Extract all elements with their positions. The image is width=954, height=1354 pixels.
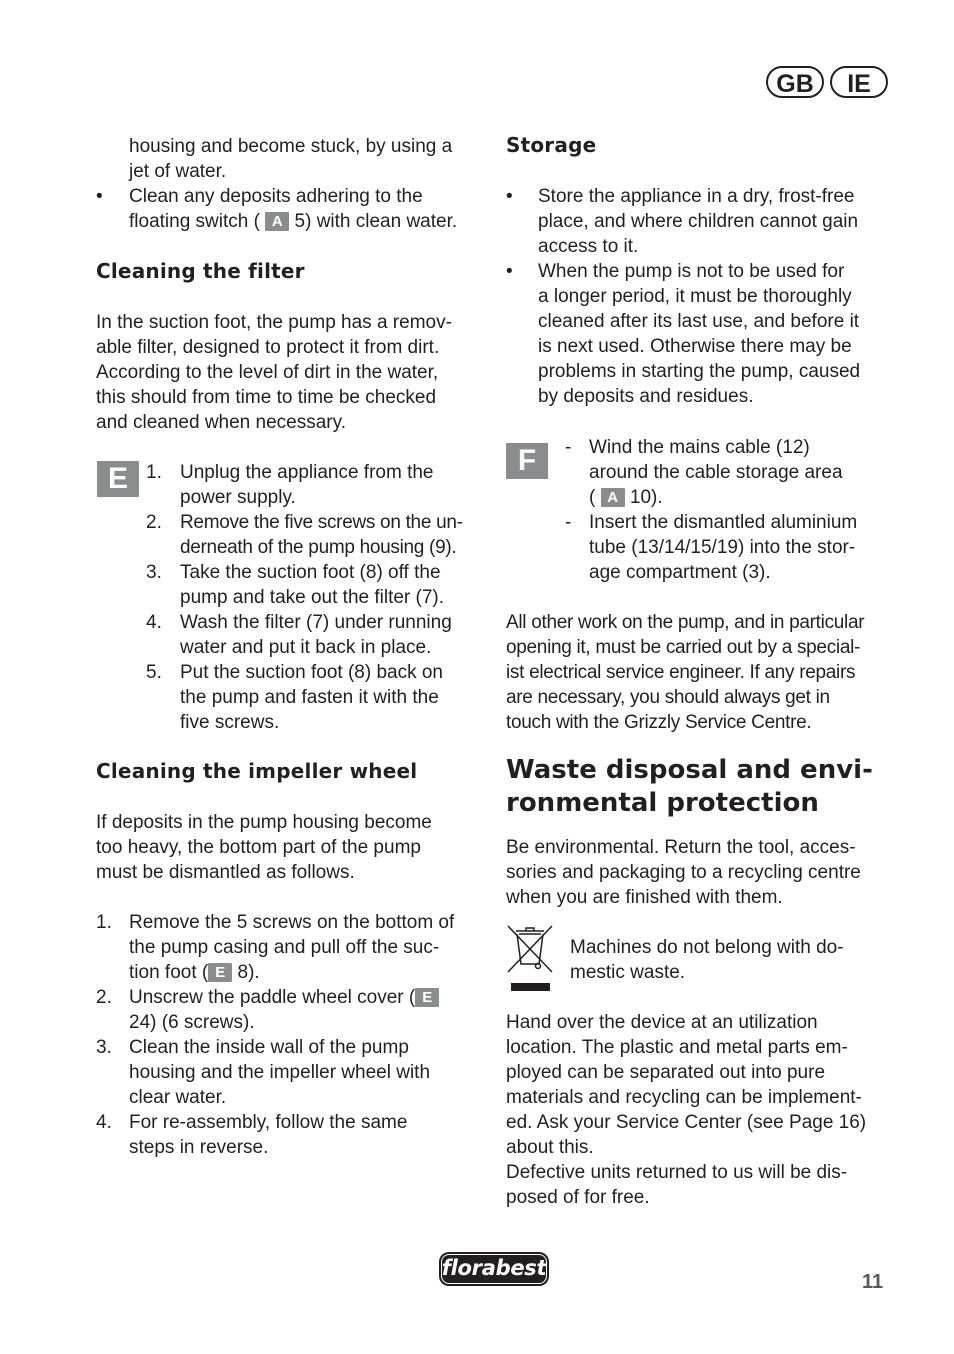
waste-para-line: ed. Ask your Service Center (see Page 16) xyxy=(506,1112,867,1133)
section-heading-waste-disposal: ronmental protection xyxy=(506,788,819,818)
bullet-text: Store the appliance in a dry, frost-free xyxy=(538,186,855,207)
waste-para-line: sories and packaging to a recycling centre xyxy=(506,862,861,883)
intro-line: housing and become stuck, by using a xyxy=(129,136,453,157)
step-text: the pump casing and pull off the suc- xyxy=(129,937,440,958)
language-badge-gb: GB xyxy=(766,66,824,98)
section-heading-waste-disposal: Waste disposal and envi- xyxy=(506,755,873,785)
storage-para-line: ist electrical service engineer. If any repairs xyxy=(506,662,856,683)
figure-e-tag: E xyxy=(97,461,139,497)
section-heading-cleaning-impeller: Cleaning the impeller wheel xyxy=(96,759,418,783)
waste-para-line: about this. xyxy=(506,1137,594,1158)
figure-a-tag: A xyxy=(265,212,289,231)
waste-para-line: when you are finished with them. xyxy=(506,887,783,908)
dash-text: tube (13/14/15/19) into the stor- xyxy=(589,537,856,558)
figure-e-tag: E xyxy=(415,988,439,1007)
bullet-text: cleaned after its last use, and before it xyxy=(538,311,860,332)
dash-text-post: 10). xyxy=(629,487,663,508)
waste-para-line: Be environmental. Return the tool, acces- xyxy=(506,837,856,858)
storage-para-line: touch with the Grizzly Service Centre. xyxy=(506,712,812,733)
bullet-text: problems in starting the pump, caused xyxy=(538,361,861,382)
waste-para-line: Defective units returned to us will be dis- xyxy=(506,1162,848,1183)
crossed-out-bin-icon xyxy=(504,922,556,994)
step-text: water and put it back in place. xyxy=(180,637,432,658)
step-number: 5. xyxy=(146,662,162,683)
impeller-para-line: must be dismantled as follows. xyxy=(96,862,355,883)
figure-f-tag: F xyxy=(506,443,548,479)
weee-text: mestic waste. xyxy=(570,962,686,983)
step-text: derneath of the pump housing (9). xyxy=(180,537,457,558)
step-number: 3. xyxy=(146,562,162,583)
bullet-mark: • xyxy=(96,186,103,207)
bullet-mark: • xyxy=(506,186,513,207)
step-number: 4. xyxy=(96,1112,112,1133)
weee-text: Machines do not belong with do- xyxy=(570,937,844,958)
section-heading-storage: Storage xyxy=(506,133,597,157)
bullet-text-post: 5) with clean water. xyxy=(294,211,458,232)
step-text: 24) (6 screws). xyxy=(129,1012,255,1033)
page-number: 11 xyxy=(862,1271,884,1293)
impeller-para-line: too heavy, the bottom part of the pump xyxy=(96,837,421,858)
bullet-text: a longer period, it must be thoroughly xyxy=(538,286,852,307)
step-text: Remove the five screws on the un- xyxy=(180,512,463,533)
step-text: clear water. xyxy=(129,1087,227,1108)
dash-text: age compartment (3). xyxy=(589,562,771,583)
step-number: 2. xyxy=(96,987,112,1008)
figure-e-tag: E xyxy=(208,963,232,982)
step-text: Unplug the appliance from the xyxy=(180,462,434,483)
step-text-pre: tion foot ( xyxy=(129,962,209,983)
step-text: power supply. xyxy=(180,487,296,508)
dash-mark: - xyxy=(565,437,572,458)
step-text: pump and take out the filter (7). xyxy=(180,587,445,608)
step-text-pre: Unscrew the paddle wheel cover ( xyxy=(129,987,416,1008)
step-text: Clean the inside wall of the pump xyxy=(129,1037,409,1058)
bullet-text: When the pump is not to be used for xyxy=(538,261,845,282)
waste-para-line: Hand over the device at an utilization xyxy=(506,1012,818,1033)
step-text: the pump and fasten it with the xyxy=(180,687,439,708)
intro-line: jet of water. xyxy=(129,161,227,182)
storage-para-line: opening it, must be carried out by a special- xyxy=(506,637,861,658)
bullet-text: place, and where children cannot gain xyxy=(538,211,859,232)
dash-text: around the cable storage area xyxy=(589,462,843,483)
step-text: Remove the 5 screws on the bottom of xyxy=(129,912,455,933)
dash-text-pre: ( xyxy=(589,487,596,508)
bullet-text: by deposits and residues. xyxy=(538,386,754,407)
filter-para-line: In the suction foot, the pump has a remov- xyxy=(96,312,452,333)
bullet-text: is next used. Otherwise there may be xyxy=(538,336,852,357)
bullet-mark: • xyxy=(506,261,513,282)
step-number: 4. xyxy=(146,612,162,633)
impeller-para-line: If deposits in the pump housing become xyxy=(96,812,432,833)
filter-para-line: able filter, designed to protect it from dirt. xyxy=(96,337,440,358)
dash-mark: - xyxy=(565,512,572,533)
waste-para-line: materials and recycling can be implement- xyxy=(506,1087,862,1108)
filter-para-line: According to the level of dirt in the water, xyxy=(96,362,439,383)
step-text: housing and the impeller wheel with xyxy=(129,1062,431,1083)
section-heading-cleaning-filter: Cleaning the filter xyxy=(96,259,305,283)
bullet-text: access to it. xyxy=(538,236,639,257)
step-text xyxy=(129,960,260,985)
step-number: 1. xyxy=(146,462,162,483)
filter-para-line: and cleaned when necessary. xyxy=(96,412,346,433)
step-text xyxy=(129,985,439,1010)
step-text: Wash the filter (7) under running xyxy=(180,612,452,633)
bullet-text-pre: floating switch ( xyxy=(129,211,260,232)
dash-text: Wind the mains cable (12) xyxy=(589,437,810,458)
step-number: 2. xyxy=(146,512,162,533)
waste-para-line: ployed can be separated out into pure xyxy=(506,1062,826,1083)
dash-text xyxy=(589,485,663,510)
step-text: Take the suction foot (8) off the xyxy=(180,562,441,583)
step-text-post: 8). xyxy=(237,962,260,983)
storage-para-line: are necessary, you should always get in xyxy=(506,687,830,708)
florabest-logo: florabest xyxy=(439,1252,549,1286)
step-text: five screws. xyxy=(180,712,280,733)
step-text: For re-assembly, follow the same xyxy=(129,1112,408,1133)
waste-para-line: location. The plastic and metal parts em- xyxy=(506,1037,848,1058)
bullet-text: Clean any deposits adhering to the xyxy=(129,186,423,207)
step-text: steps in reverse. xyxy=(129,1137,269,1158)
step-text: Put the suction foot (8) back on xyxy=(180,662,443,683)
waste-para-line: posed of for free. xyxy=(506,1187,650,1208)
step-number: 1. xyxy=(96,912,112,933)
bullet-text xyxy=(129,209,457,234)
figure-a-tag: A xyxy=(601,488,625,507)
filter-para-line: this should from time to time be checked xyxy=(96,387,437,408)
dash-text: Insert the dismantled aluminium xyxy=(589,512,858,533)
storage-para-line: All other work on the pump, and in particular xyxy=(506,612,865,633)
step-number: 3. xyxy=(96,1037,112,1058)
language-badge-ie: IE xyxy=(830,66,888,98)
